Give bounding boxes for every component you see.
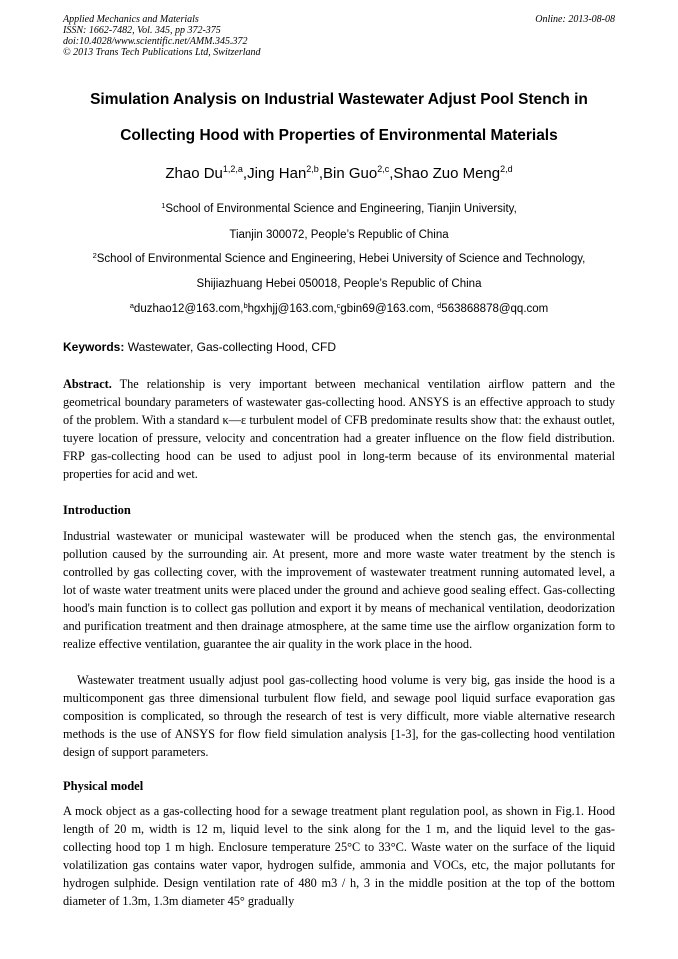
author-superscript: 2,b: [306, 164, 319, 174]
journal-header: [63, 14, 615, 58]
abstract-text: The relationship is very important between mechanical ventilation airflow pattern and the geometrical boundary parameters of wastewater gas-collecting hood. ANSYS is an effective approach to study of the problem. With a standard κ—ε turbulent model of CFB predominate results show that: the exhaust outlet, tuyere location of pressure, velocity and concentration had a greater influence on the flow field distribution. FRP gas-collecting hood can be used to adjust pool in long-term because of its environmental material properties for acid and wet.: [63, 377, 615, 481]
email-superscript: d: [437, 301, 442, 310]
author-name: Bin Guo: [322, 165, 378, 182]
email-address[interactable]: hgxhjj@163.com: [247, 303, 334, 315]
keywords-label: Keywords:: [63, 340, 125, 354]
email-superscript: a: [129, 301, 134, 310]
journal-name: Applied Mechanics and Materials: [63, 14, 199, 25]
introduction-paragraph-2: Wastewater treatment usually adjust pool gas-collecting hood volume is very big, gas inside the hood is a multicomponent gas three dimensional turbulent flow field, and sewage pool liquid surface evaporation gas composition is complicated, so through the research of test is very difficult, more viable alternative research methods is the use of ANSYS for flow field simulation analysis [1-3], for the gas-collecting hood ventilation design of support parameters.: [63, 673, 615, 759]
affiliation-superscript: 1: [161, 201, 166, 210]
author-name: Shao Zuo Meng: [393, 165, 501, 182]
physical-model-heading: Physical model: [63, 779, 144, 793]
introduction-heading: Introduction: [63, 503, 131, 517]
author-superscript: 2,c: [377, 164, 390, 174]
keywords: [63, 340, 623, 354]
email-address[interactable]: duzhao12@163.com: [133, 303, 241, 315]
email-address[interactable]: 563868878@qq.com: [441, 303, 549, 315]
paper-title-line-2: Collecting Hood with Properties of Environmental Materials: [120, 127, 558, 144]
introduction-paragraph-1: Industrial wastewater or municipal wastewater will be produced when the stench gas, the environmental pollution caused by the surrounding air. At present, more and more waste water treatment by the stench is controlled by gas collecting cover, with the improvement of wastewater treatment running automated level, a lot of waste water treatment units were placed under the ground and achieve good sealing effect. Gas-collecting hood's main function is to collect gas pollution and export it by means of mechanical ventilation, deodorization and purification treatment and then drainage atmosphere, at the same time use the airflow organization form to realize effective ventilation, guarantee the air quality in the work place in the hood.: [63, 529, 615, 651]
online-date: Online: 2013-08-08: [535, 14, 615, 25]
email-superscript: b: [243, 301, 248, 310]
affiliation-1-line-2: Tianjin 300072, People’s Republic of China: [229, 229, 449, 241]
affiliation-2-line-2: Shijiazhuang Hebei 050018, People’s Republic of China: [196, 278, 482, 290]
author-superscript: 2,d: [500, 164, 513, 174]
affiliation-text: School of Environmental Science and Engineering, Hebei University of Science and Technology,: [96, 253, 586, 265]
author-name: Zhao Du: [165, 165, 223, 182]
keywords-text: Wastewater, Gas-collecting Hood, CFD: [124, 340, 336, 354]
email-superscript: c: [336, 301, 341, 310]
affiliation-2-line-1: [20, 253, 658, 265]
author-superscript: 1,2,a: [222, 164, 243, 174]
abstract-label: Abstract.: [63, 377, 112, 391]
email-list: $^a$duzhao12@163.com,$^b$hgxhjj@163.com,$^c$gbin69@163.com, $^d$563868878@qq.com: [129, 301, 549, 315]
author-list: Zhao Du$^{1,2,a}$,Jing Han$^{2,b}$,Bin Guo$^{2,c}$,Shao Zuo Meng$^{2,d}$: [165, 164, 513, 182]
physical-model-paragraph-1: A mock object as a gas-collecting hood for a sewage treatment plant regulation pool, as shown in Fig.1. Hood length of 20 m, width is 12 m, liquid level to the sink along for the 1 m, and the liquid level to the gas-collecting hood top 1 m high. Enclosure temperature 25°C to 33°C. Waste water on the surface of the liquid volatilization gas contains water vapor, hydrogen sulfide, ammonia and VOCs, etc, the major pollutants for hydrogen sulphide. Design ventilation rate of 480 m3 / h, 3 in the middle position at the top of the bottom diameter of 1.3m, 1.3m diameter 45° gradually: [63, 804, 615, 908]
affiliation-superscript: 2: [92, 251, 97, 260]
abstract: [63, 375, 615, 483]
author-name: Jing Han: [247, 165, 307, 182]
affiliation-1-line-1: [20, 203, 658, 215]
affiliation-text: School of Environmental Science and Engineering, Tianjin University,: [165, 203, 517, 215]
journal-issn: ISSN: 1662-7482, Vol. 345, pp 372-375: [63, 25, 221, 36]
email-address[interactable]: gbin69@163.com: [340, 303, 431, 315]
paper-title-line-1: Simulation Analysis on Industrial Wastewater Adjust Pool Stench in: [90, 91, 588, 108]
journal-doi: doi:10.4028/www.scientific.net/AMM.345.372: [63, 36, 248, 47]
journal-copyright: © 2013 Trans Tech Publications Ltd, Switzerland: [63, 47, 261, 58]
